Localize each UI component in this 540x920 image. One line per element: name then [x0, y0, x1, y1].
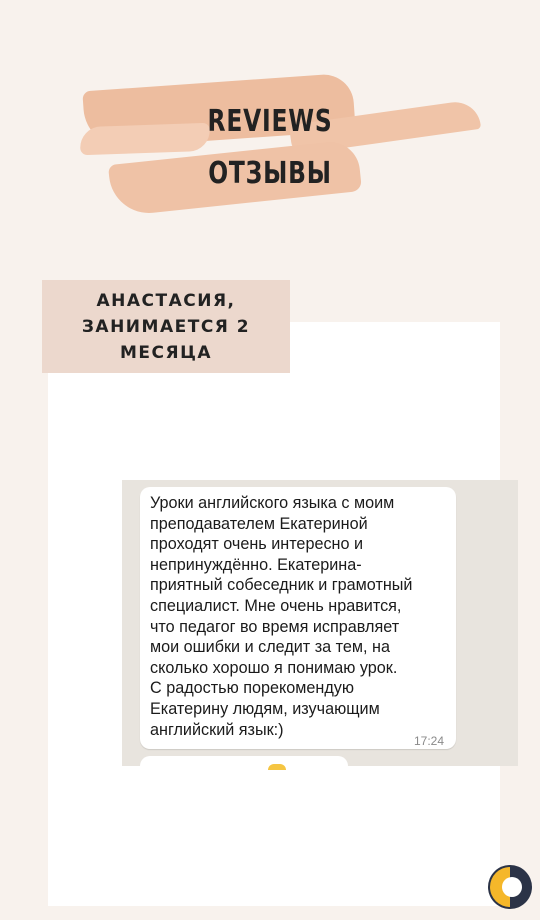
header-brush-area	[0, 60, 540, 240]
reviewer-duration: ЗАНИМАЕТСЯ 2	[81, 316, 251, 337]
brand-logo-icon	[486, 863, 534, 911]
next-message-bubble	[140, 756, 348, 770]
message-line: Уроки английского языка с моим	[150, 494, 395, 512]
message-line: приятный собеседник и грамотный	[150, 576, 413, 595]
message-line: преподавателем Екатериной	[150, 514, 368, 533]
message-text	[150, 493, 455, 740]
emoji-icon	[268, 764, 286, 770]
message-line: С радостью порекомендую	[150, 679, 355, 698]
message-line: что педагог во время исправляет	[150, 617, 400, 636]
message-line: сколько хорошо я понимаю урок.	[150, 658, 398, 677]
message-line: непринуждённо. Екатерина-	[150, 555, 362, 574]
message-timestamp: 17:24	[414, 734, 445, 748]
message-line: специалист. Мне очень нравится,	[150, 596, 402, 615]
reviewer-name: АНАСТАСИЯ,	[96, 290, 236, 311]
message-line: мои ошибки и следит за тем, на	[150, 638, 390, 657]
reviewer-duration-unit: МЕСЯЦА	[119, 342, 213, 363]
title-russian: ОТЗЫВЫ	[208, 156, 332, 191]
message-line: английский язык:)	[150, 720, 284, 739]
reviewer-name-tag	[42, 280, 290, 373]
title-english: REVIEWS	[207, 104, 333, 139]
message-line: проходят очень интересно и	[150, 535, 364, 554]
message-line: Екатерину людям, изучающим	[150, 699, 380, 718]
